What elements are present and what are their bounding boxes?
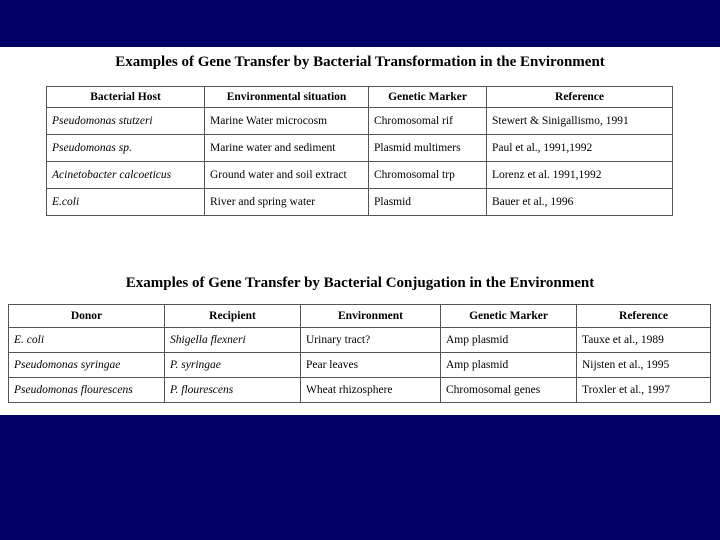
table-row xyxy=(47,135,673,162)
column-header: Genetic Marker xyxy=(369,87,487,108)
table-cell-marker: Amp plasmid xyxy=(441,328,577,353)
conjugation-table xyxy=(8,304,711,403)
table-cell-environment: Urinary tract? xyxy=(301,328,441,353)
table-cell-reference: Troxler et al., 1997 xyxy=(577,378,711,403)
table-row xyxy=(9,328,711,353)
table-cell-environment: Ground water and soil extract xyxy=(205,162,369,189)
table-header-row xyxy=(9,305,711,328)
table-cell-marker: Chromosomal trp xyxy=(369,162,487,189)
table-header-row xyxy=(47,87,673,108)
table-cell-marker: Chromosomal rif xyxy=(369,108,487,135)
table-cell-host: Pseudomonas stutzeri xyxy=(47,108,205,135)
table-cell-reference: Lorenz et al. 1991,1992 xyxy=(487,162,673,189)
table-cell-marker: Plasmid xyxy=(369,189,487,216)
table-cell-environment: Pear leaves xyxy=(301,353,441,378)
table-cell-recipient: P. syringae xyxy=(165,353,301,378)
table-cell-reference: Tauxe et al., 1989 xyxy=(577,328,711,353)
transformation-table-title: Examples of Gene Transfer by Bacterial Transformation in the Environment xyxy=(115,54,605,70)
transformation-table xyxy=(46,86,673,216)
table-cell-environment: River and spring water xyxy=(205,189,369,216)
table-cell-reference: Paul et al., 1991,1992 xyxy=(487,135,673,162)
table-cell-reference: Nijsten et al., 1995 xyxy=(577,353,711,378)
table-cell-environment: Marine water and sediment xyxy=(205,135,369,162)
table-cell-marker: Amp plasmid xyxy=(441,353,577,378)
column-header: Genetic Marker xyxy=(441,305,577,328)
table-cell-host: E.coli xyxy=(47,189,205,216)
column-header: Environmental situation xyxy=(205,87,369,108)
table-cell-reference: Stewert & Sinigallismo, 1991 xyxy=(487,108,673,135)
table-row xyxy=(9,353,711,378)
table-cell-marker: Chromosomal genes xyxy=(441,378,577,403)
table-cell-environment: Marine Water microcosm xyxy=(205,108,369,135)
table-cell-recipient: Shigella flexneri xyxy=(165,328,301,353)
table-row xyxy=(47,189,673,216)
table-cell-environment: Wheat rhizosphere xyxy=(301,378,441,403)
table-cell-marker: Plasmid multimers xyxy=(369,135,487,162)
table-row xyxy=(9,378,711,403)
table-row xyxy=(47,162,673,189)
table-cell-donor: Pseudomonas syringae xyxy=(9,353,165,378)
column-header: Reference xyxy=(577,305,711,328)
table-cell-host: Pseudomonas sp. xyxy=(47,135,205,162)
column-header: Recipient xyxy=(165,305,301,328)
column-header: Environment xyxy=(301,305,441,328)
table-cell-recipient: P. flourescens xyxy=(165,378,301,403)
column-header: Donor xyxy=(9,305,165,328)
table-row xyxy=(47,108,673,135)
column-header: Bacterial Host xyxy=(47,87,205,108)
table-cell-host: Acinetobacter calcoeticus xyxy=(47,162,205,189)
column-header: Reference xyxy=(487,87,673,108)
conjugation-table-title: Examples of Gene Transfer by Bacterial Conjugation in the Environment xyxy=(125,275,595,291)
table-cell-donor: Pseudomonas flourescens xyxy=(9,378,165,403)
table-cell-reference: Bauer et al., 1996 xyxy=(487,189,673,216)
table-cell-donor: E. coli xyxy=(9,328,165,353)
